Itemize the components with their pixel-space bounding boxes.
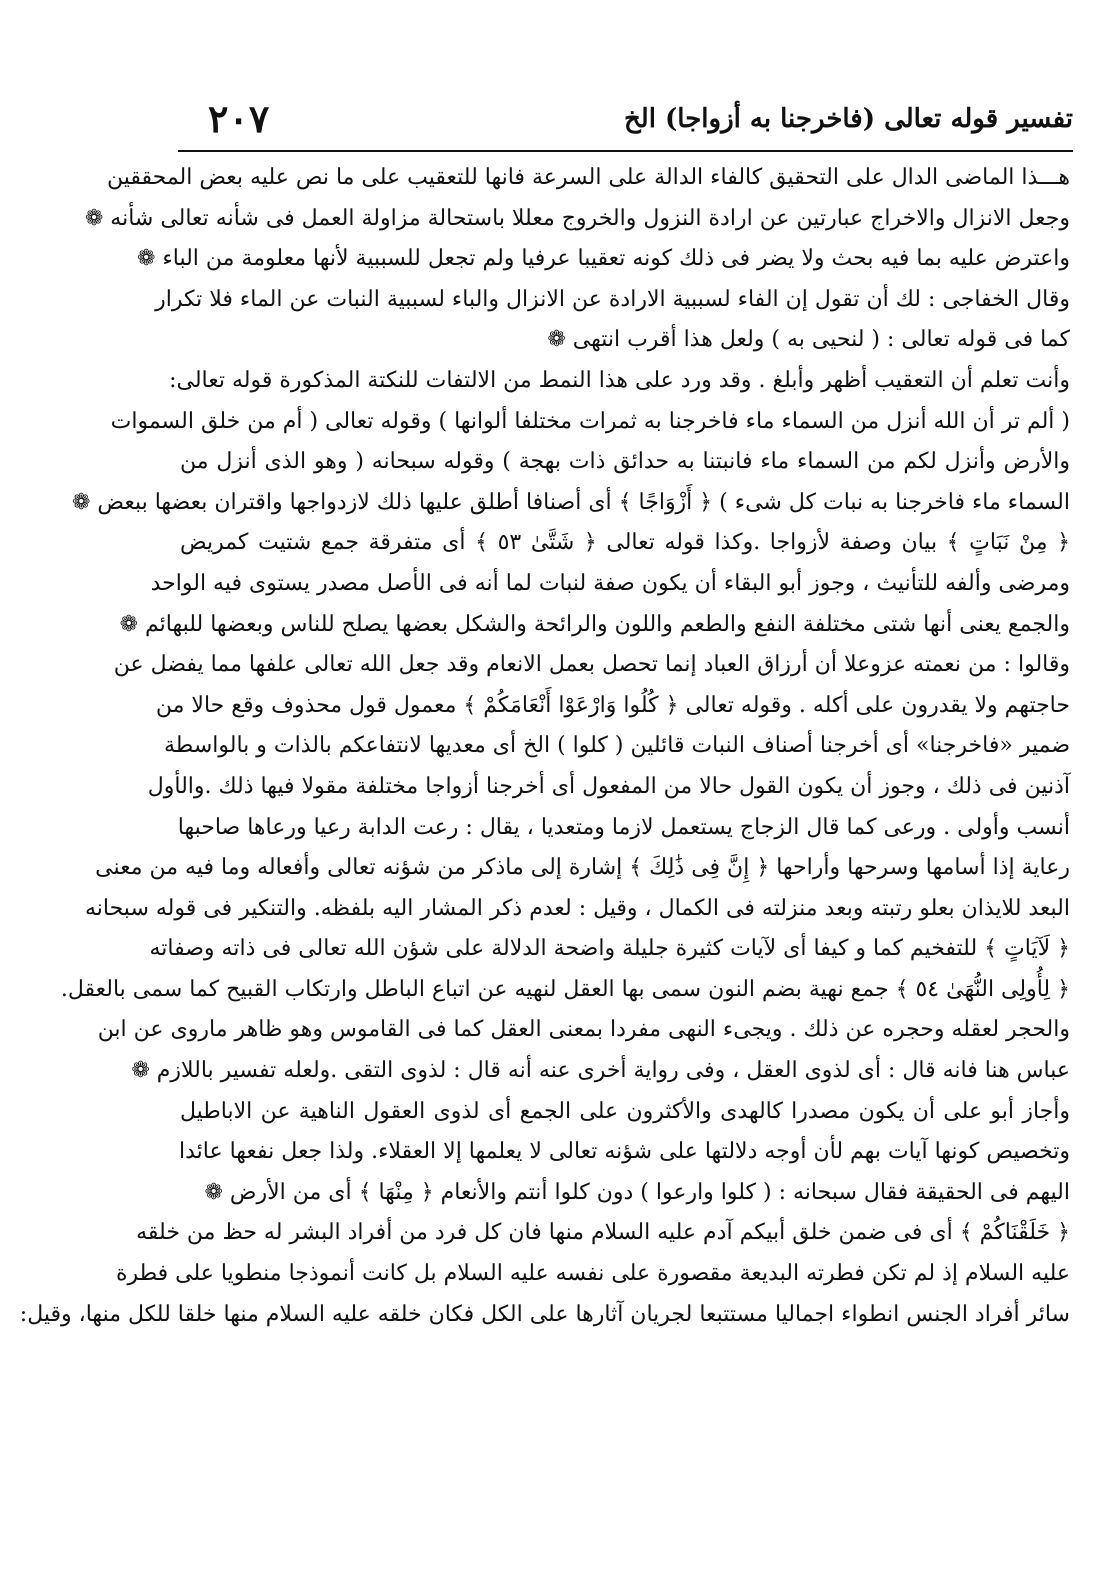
text-line: وأنت تعلم أن التعقيب أظهر وأبلغ . وقد ورد على هذا النمط من الالتفات للنكتة المذكورة قوله تعالى: [169, 367, 1070, 393]
text-line: رعاية إذا أسامها وسرحها وأراحها ﴿ إِنَّ فِى ذَٰلِكَ ﴾ إشارة إلى ماذكر من شؤنه تعالى وأفعاله وما فيه من معنى [95, 855, 1070, 881]
text-line: السماء ماء فاخرجنا به نبات كل شىء ) ﴿ أَزْوَاجًا ﴾ أى أصنافا أطلق عليها ذلك لازدواجها واقتران بعضها ببعض ❁ [71, 489, 1070, 515]
text-line: كما فى قوله تعالى : ( لنحيى به ) ولعل هذا أقرب انتهى ❁ [547, 327, 1070, 353]
text-line: والحجر لعقله وحجره عن ذلك . ويجىء النهى مفردا بمعنى العقل كما فى القاموس وهو ظاهر ماروى عن ابن [97, 1017, 1070, 1043]
running-title: تفسير قوله تعالى (فاخرجنا به أزواجا) الخ [624, 104, 1073, 134]
text-line: والأرض وأنزل لكم من السماء ماء فانبتنا به حدائق ذات بهجة ) وقوله سبحانه ( وهو الذى أنزل من [180, 449, 1070, 475]
page-number: ٢٠٧ [208, 96, 270, 141]
text-line: ﴿ لِأُولِى النُّهَىٰ ٥٤ ﴾ جمع نهية بضم النون سمى بها العقل لنهيه عن اتباع الباطل وارتكاب القبيح كما سمى بالعقل. [60, 976, 1070, 1002]
text-line: هـــذا الماضى الدال على التحقيق كالفاء الدالة على السرعة فانها للتعقيب على ما نص عليه بعض المحققين [106, 165, 1070, 190]
text-line: عليه السلام إذ لم تكن فطرته البديعة مقصورة على نفسه عليه السلام بل كانت أنموذجا منطويا على فطرة [115, 1261, 1070, 1287]
text-line: ( ألم تر أن الله أنزل من السماء ماء فاخرجنا به ثمرات مختلفا ألوانها ) وقوله تعالى ( أم من خلق السموات [110, 408, 1070, 434]
text-line: وقالوا : من نعمته عزوعلا أن أرزاق العباد إنما تحصل بعمل الانعام وقد جعل الله تعالى علفها مما يفضل عن [113, 652, 1070, 678]
text-line: ومرضى وألفه للتأنيث ، وجوز أبو البقاء أن يكون صفة لنبات لما أنه فى الأصل مصدر يستوى فيه الواحد [150, 570, 1070, 596]
body-text [19, 158, 1070, 1335]
text-line: ﴿ لَآيَاتٍ ﴾ للتفخيم كما و كيفا أى لآيات كثيرة جليلة واضحة الدلالة على شؤن الله تعالى فى ذاته وصفاته [149, 936, 1070, 962]
text-line: وجعل الانزال والاخراج عبارتين عن ارادة النزول والخروج معللا باستحالة مزاولة العمل فى شأنه تعالى شأنه ❁ [84, 205, 1070, 231]
text-line: أنسب وأولى . ورعى كما قال الزجاج يستعمل لازما ومتعديا ، يقال : رعت الدابة رعيا ورعاها صاحبها [177, 814, 1070, 840]
text-line: ﴿ مِنْ نَبَاتٍ ﴾ بيان وصفة لأزواجا .وكذا قوله تعالى ﴿ شَتَّىٰ ٥٣ ﴾ أى متفرقة جمع شتيت كمريض [180, 530, 1070, 556]
text-line: حاجتهم ولا يقدرون على أكله . وقوله تعالى ﴿ كُلُوا وَارْعَوْا أَنْعَامَكُمْ ﴾ معمول قول محذوف وقع حالا من [155, 692, 1070, 718]
text-line: والجمع يعنى أنها شتى مختلفة النفع والطعم واللون والرائحة والشكل بعضها يصلح للناس وبعضها للبهائم ❁ [119, 611, 1070, 637]
text-line: ﴿ خَلَقْنَاكُمْ ﴾ أى فى ضمن خلق أبيكم آدم عليه السلام منها فان كل فرد من أفراد البشر له حظ من خلقه [136, 1220, 1070, 1246]
text-line: ضمير «فاخرجنا» أى أخرجنا أصناف النبات قائلين ( كلوا ) الخ أى معديها لانتفاعكم بالذات و بالواسطة [164, 733, 1070, 759]
text-line: واعترض عليه بما فيه بحث ولا يضر فى ذلك كونه تعقيبا عرفيا ولم تجعل للسببية لأنها معلومة من الباء ❁ [136, 246, 1070, 272]
text-line: سائر أفراد الجنس انطواء اجماليا مستتبعا لجريان آثارها على الكل فكان خلقه عليه السلام منها خلقا للكل منها، وقيل: [19, 1301, 1070, 1327]
text-line: اليهم فى الحقيقة فقال سبحانه : ( كلوا وارعوا ) دون كلوا أنتم والأنعام ﴿ مِنْهَا ﴾ أى من الأرض ❁ [204, 1179, 1070, 1205]
text-line: البعد للايذان بعلو رتبته وبعد منزلته فى الكمال ، وقيل : لعدم ذكر المشار اليه بلفظه. والتنكير فى قوله سبحانه [84, 895, 1070, 921]
text-line: وأجاز أبو على أن يكون مصدرا كالهدى والأكثرون على الجمع أى لذوى العقول الناهية عن الاباطيل [180, 1098, 1070, 1124]
text-line: وقال الخفاجى : لك أن تقول إن الفاء لسببية الارادة عن الانزال والباء لسببية النبات عن الماء فلا تكرار [155, 286, 1070, 312]
text-line: آذنين فى ذلك ، وجوز أن يكون القول حالا من المفعول أى أخرجنا أزواجا مختلفة مقولا فيها ذلك .والأول [147, 773, 1070, 799]
page-header [178, 92, 1073, 154]
text-line: عباس هنا فانه قال : أى لذوى العقل ، وفى رواية أخرى عنه أنه قال : لذوى التقى .ولعله تفسير باللازم ❁ [131, 1058, 1070, 1084]
text-line: وتخصيص كونها آيات بهم لأن أوجه دلالتها على شؤنه تعالى لا يعلمها إلا العقلاء. ولذا جعل نفعها عائدا [178, 1139, 1070, 1165]
header-divider [178, 150, 1073, 152]
